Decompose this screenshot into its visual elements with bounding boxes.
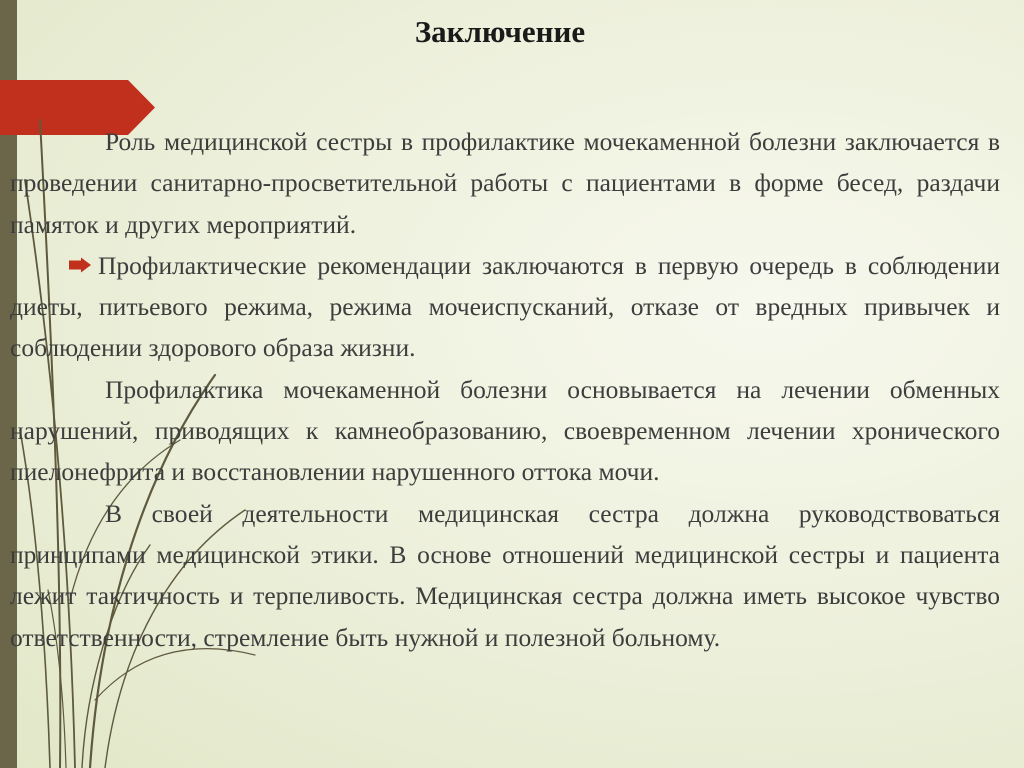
paragraph-nurse-role: Роль медицинской сестры в профилактике мочекаменной болезни заключается в проведении санитарно-просветительной работы с пациентами в форме бесед, раздачи памяток и других мероприятий.	[10, 127, 1000, 239]
paragraph-prevention-basis: Профилактика мочекаменной болезни основывается на лечении обменных нарушений, приводящих к камнеобразованию, своевременном лечении хронического пиелонефрита и восстановлении нарушенного оттока мочи.	[10, 374, 1000, 487]
paragraph-ethics: В своей деятельности медицинская сестра должна руководствоваться принципами медицинской этики. В основе отношений медицинской сестры и пациента лежит тактичность и терпеливость. Медицинская сестра должна иметь высокое чувство ответственности, стремление быть нужной и полезной больному.	[10, 498, 1000, 652]
paragraph-prevention-recommendations	[10, 245, 1000, 369]
slide-content	[10, 121, 1000, 658]
paragraph-prevention-recommendations-text: Профилактические рекомендации заключаются в первую очередь в соблюдении диеты, питьевого режима, режима мочеиспусканий, отказе от вредных привычек и соблюдении здорового образа жизни.	[10, 250, 1000, 363]
slide-title: Заключение	[414, 14, 586, 49]
arrow-right-icon	[68, 257, 92, 273]
